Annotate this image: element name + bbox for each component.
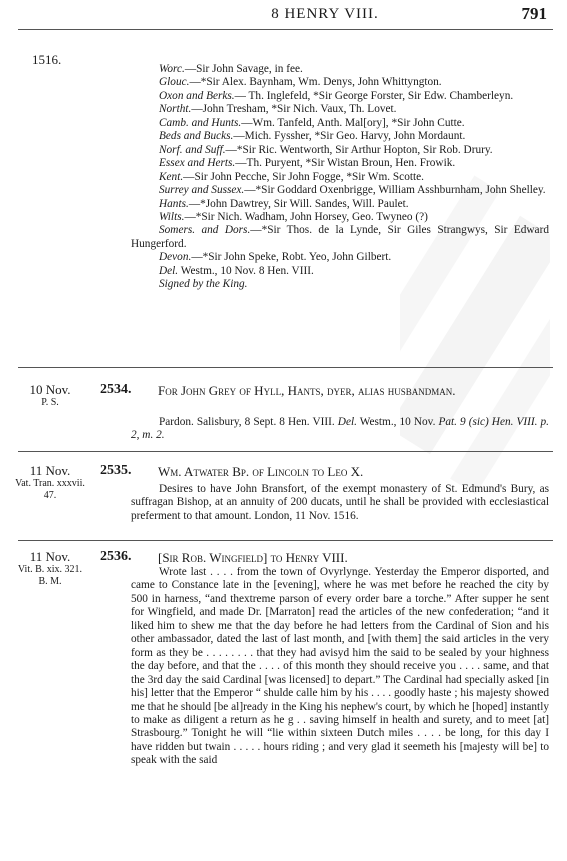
- sheriff-names: —John Tresham, *Sir Nich. Vaux, Th. Lovet.: [191, 103, 397, 116]
- county-name: Worc.: [159, 63, 185, 75]
- entry-2534-date: 10 Nov.: [29, 382, 71, 397]
- entry-2536-text: Wrote last . . . . from the town of Ovyrlynge. Yesterday the Emperor disported, and came to Constance late in the [evening], where he was met before he reached the city by 500 in harness, “and thextreme parson of every order bare a torche.” After supper he sent for Wingfield, and made Dr. [Marraton] read the articles of the new confederation; “and it liked him to shew me that the day before he had letters from the Cardinal of Sion and his other ambassador, dated the last of last month, and [with them] the said articles in the very form as they be . . . . . . . . that they had avisyd him the said to be sealed by your highness the day before, and that the . . . . of this month they should receive you . . . . same, and that the 3rd day the said Cardinal [was licensed] to depart.” The Cardinal had specially asked [in his] letter that the Emperor “ shulde calle him by his . . . . goodly haste ; his majesty showed me that he should [be al]ready in the King his nephew's court, by which he [hoped] instantly to make as diligent a return as he g . . saving himself in health and surety, and to meet [at] Strasbourg.” Tonight he will “lie within sixteen Dutch miles . . . . be long, for this day I have ridden but twain . . . . . hours riding ; and very glad it seemeth his [majesty will be] to speak with the said: [131, 566, 549, 767]
- entry-2534-body: [131, 416, 549, 443]
- county-name: Beds and Bucks.: [159, 130, 234, 143]
- county-name: Surrey and Sussex.: [159, 184, 245, 197]
- county-name: Devon.: [159, 251, 192, 264]
- sheriff-names: —*John Dawtrey, Sir Will. Sandes, Will. Paulet.: [188, 197, 409, 210]
- delivery-line: [131, 265, 549, 278]
- county-line: [131, 130, 549, 143]
- entry-2534-margin: [0, 383, 100, 409]
- signed-line: [131, 278, 549, 291]
- header-rule: [18, 29, 553, 30]
- sheriff-names: —*Sir Nich. Wadham, John Horsey, Geo. Twyneo (?): [184, 210, 428, 223]
- entry-2536-body: [131, 566, 549, 768]
- county-name: Glouc.: [159, 76, 190, 89]
- del-label: Del.: [159, 264, 179, 277]
- entry-2535-folio: 47.: [43, 490, 57, 501]
- entry-2536-title: [Sir Rob. Wingfield] to Henry VIII.: [158, 550, 348, 565]
- margin-year: 1516.: [32, 52, 62, 67]
- entry-2536-margin: [0, 550, 100, 588]
- county-line: [131, 157, 549, 170]
- entry-2535-text: Desires to have John Bransfort, of the exempt monastery of St. Edmund's Bury, as suffragan Bishop, at an annuity of 200 ducats, until he shall be provided with ecclesiastical preferment to that amount. London, 11 Nov. 1516.: [131, 483, 549, 522]
- county-name: Oxon and Berks.: [159, 89, 235, 102]
- entry-2535-number: 2535.: [100, 463, 132, 478]
- county-name: Wilts.: [159, 210, 185, 223]
- del-text: Westm., 10 Nov. 8 Hen. VIII.: [178, 264, 314, 277]
- county-line: [131, 76, 549, 89]
- county-name: Kent.: [159, 170, 184, 183]
- entry-2536-source: Vit. B. xix. 321.: [17, 564, 83, 575]
- county-name: Norf. and Suff.: [159, 143, 226, 156]
- sheriffs-list: [131, 63, 549, 292]
- entry-2536-folio: B. M.: [38, 576, 62, 587]
- county-line: [131, 251, 549, 264]
- county-line: [131, 117, 549, 130]
- county-line: [131, 63, 549, 76]
- page-number: 791: [521, 4, 547, 23]
- sheriff-names: — Th. Inglefeld, *Sir George Forster, Sir Edw. Chamberleyn.: [234, 89, 514, 102]
- entry-2535-margin: [0, 464, 100, 502]
- entry-2534-westm: Westm., 10 Nov.: [356, 416, 439, 428]
- entry-2536-date: 11 Nov.: [29, 549, 71, 564]
- sheriff-names: —*Sir Alex. Baynham, Wm. Denys, John Whittyngton.: [189, 76, 442, 89]
- sheriff-names: —*Sir Ric. Wentworth, Sir Arthur Hopton, Sir Rob. Drury.: [225, 143, 493, 156]
- entry-2535-source: Vat. Tran. xxxvii.: [15, 478, 85, 489]
- entry-2534-number: 2534.: [100, 382, 132, 397]
- sheriff-names: —*Sir Goddard Oxenbrigge, William Asshburnham, John Shelley.: [244, 184, 546, 197]
- sheriff-names: —*Sir Thos. de la Lynde, Sir Giles Strangwys, Sir Edward Hungerford.: [131, 224, 549, 250]
- entry-2534-pardon: Pardon. Salisbury, 8 Sept. 8 Hen. VIII.: [159, 416, 338, 428]
- entry-divider: [18, 451, 553, 452]
- sheriff-names: —Th. Puryent, *Sir Wistan Broun, Hen. Frowik.: [235, 157, 456, 170]
- entry-2534-title: For John Grey of Hyll, Hants, dyer, alias husbandman.: [158, 383, 456, 398]
- county-line: [131, 224, 549, 251]
- county-name: Northt.: [159, 103, 192, 116]
- sheriff-names: —Sir John Pecche, Sir John Fogge, *Sir Wm. Scotte.: [183, 170, 424, 183]
- county-line: [131, 198, 549, 211]
- entry-2535-title: Wm. Atwater Bp. of Lincoln to Leo X.: [158, 464, 364, 479]
- entry-2535-body: [131, 483, 549, 523]
- county-name: Camb. and Hunts.: [159, 116, 242, 129]
- county-name: Somers. and Dors.: [159, 224, 251, 237]
- county-line: [131, 144, 549, 157]
- entry-divider: [18, 367, 553, 368]
- running-head: 8 HENRY VIII.: [271, 6, 379, 22]
- county-lines: [131, 63, 549, 265]
- entry-2535-date: 11 Nov.: [29, 463, 71, 478]
- county-line: [131, 90, 549, 103]
- signed-text: Signed by the King.: [159, 278, 248, 291]
- entry-2534-patent: Pat. 9 (sic) Hen. VIII. p. 2, m. 2.: [131, 416, 550, 442]
- entry-divider: [18, 540, 553, 541]
- county-line: [131, 103, 549, 116]
- county-name: Essex and Herts.: [159, 157, 236, 170]
- entry-2536-number: 2536.: [100, 549, 132, 564]
- sheriff-names: —*Sir John Speke, Robt. Yeo, John Gilbert.: [191, 251, 392, 264]
- sheriff-names: —Sir John Savage, in fee.: [184, 63, 303, 75]
- county-line: [131, 184, 549, 197]
- sheriff-names: —Wm. Tanfeld, Anth. Mal[ory], *Sir John Cutte.: [241, 116, 465, 129]
- county-line: [131, 171, 549, 184]
- county-name: Hants.: [159, 197, 189, 210]
- entry-2534-del: Del.: [337, 416, 357, 428]
- entry-2534-source: P. S.: [41, 397, 59, 408]
- county-line: [131, 211, 549, 224]
- sheriff-names: —Mich. Fyssher, *Sir Geo. Harvy, John Mordaunt.: [233, 130, 466, 143]
